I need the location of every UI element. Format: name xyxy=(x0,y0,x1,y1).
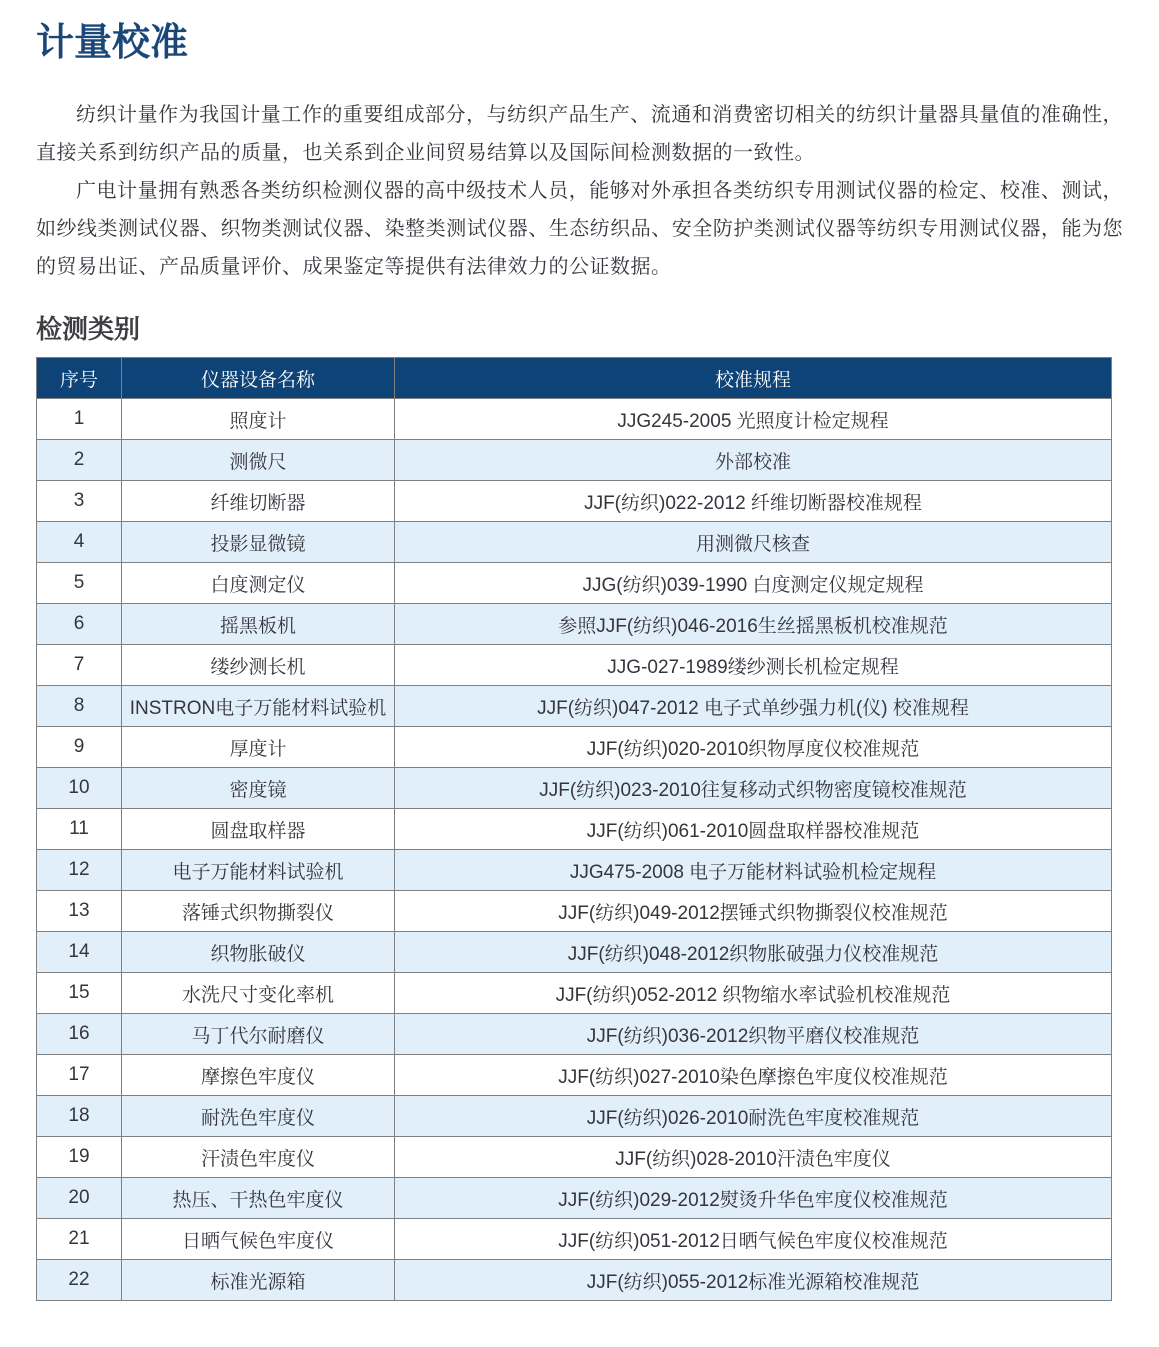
procedure-cell: JJF(纺织)049-2012摆锤式织物撕裂仪校准规范 xyxy=(395,891,1112,932)
device-name-cell: 照度计 xyxy=(122,399,395,440)
procedure-cell: JJG-027-1989缕纱测长机检定规程 xyxy=(395,645,1112,686)
device-name-cell: 白度测定仪 xyxy=(122,563,395,604)
header-cell-index: 序号 xyxy=(37,358,122,399)
row-number-cell: 4 xyxy=(37,522,122,563)
procedure-cell: JJF(纺织)051-2012日晒气候色牢度仪校准规范 xyxy=(395,1219,1112,1260)
header-cell-device: 仪器设备名称 xyxy=(122,358,395,399)
table-body xyxy=(37,399,1112,1301)
procedure-cell: JJF(纺织)026-2010耐洗色牢度校准规范 xyxy=(395,1096,1112,1137)
table-row xyxy=(37,440,1112,481)
row-number-cell: 22 xyxy=(37,1260,122,1301)
table-row xyxy=(37,1055,1112,1096)
procedure-cell: JJF(纺织)055-2012标准光源箱校准规范 xyxy=(395,1260,1112,1301)
procedure-cell: JJF(纺织)052-2012 织物缩水率试验机校准规范 xyxy=(395,973,1112,1014)
table-row xyxy=(37,1014,1112,1055)
device-name-cell: 缕纱测长机 xyxy=(122,645,395,686)
device-name-cell: 日晒气候色牢度仪 xyxy=(122,1219,395,1260)
procedure-cell: JJF(纺织)061-2010圆盘取样器校准规范 xyxy=(395,809,1112,850)
device-name-cell: 纤维切断器 xyxy=(122,481,395,522)
table-row xyxy=(37,563,1112,604)
table-row xyxy=(37,481,1112,522)
intro-section xyxy=(36,96,1123,286)
device-name-cell: INSTRON电子万能材料试验机 xyxy=(122,686,395,727)
device-name-cell: 汗渍色牢度仪 xyxy=(122,1137,395,1178)
row-number-cell: 20 xyxy=(37,1178,122,1219)
section-heading: 检测类别 xyxy=(36,314,141,344)
calibration-table xyxy=(36,357,1112,1301)
table-row xyxy=(37,891,1112,932)
table-row xyxy=(37,809,1112,850)
device-name-cell: 密度镜 xyxy=(122,768,395,809)
device-name-cell: 厚度计 xyxy=(122,727,395,768)
procedure-cell: JJF(纺织)029-2012熨烫升华色牢度仪校准规范 xyxy=(395,1178,1112,1219)
row-number-cell: 8 xyxy=(37,686,122,727)
procedure-cell: JJF(纺织)022-2012 纤维切断器校准规程 xyxy=(395,481,1112,522)
device-name-cell: 电子万能材料试验机 xyxy=(122,850,395,891)
page-title: 计量校准 xyxy=(36,22,189,64)
table-row xyxy=(37,850,1112,891)
device-name-cell: 马丁代尔耐磨仪 xyxy=(122,1014,395,1055)
row-number-cell: 13 xyxy=(37,891,122,932)
table-header-row xyxy=(37,358,1112,399)
table-row xyxy=(37,522,1112,563)
row-number-cell: 10 xyxy=(37,768,122,809)
device-name-cell: 织物胀破仪 xyxy=(122,932,395,973)
row-number-cell: 5 xyxy=(37,563,122,604)
intro-paragraph-1: 纺织计量作为我国计量工作的重要组成部分，与纺织产品生产、流通和消费密切相关的纺织计量器具量值的准确性，直接关系到纺织产品的质量，也关系到企业间贸易结算以及国际间检测数据的一致性。 xyxy=(36,104,1123,164)
procedure-cell: JJG475-2008 电子万能材料试验机检定规程 xyxy=(395,850,1112,891)
procedure-cell: JJF(纺织)047-2012 电子式单纱强力机(仪) 校准规程 xyxy=(395,686,1112,727)
row-number-cell: 19 xyxy=(37,1137,122,1178)
table-row xyxy=(37,399,1112,440)
header-cell-procedure: 校准规程 xyxy=(395,358,1112,399)
row-number-cell: 6 xyxy=(37,604,122,645)
row-number-cell: 1 xyxy=(37,399,122,440)
device-name-cell: 耐洗色牢度仪 xyxy=(122,1096,395,1137)
row-number-cell: 12 xyxy=(37,850,122,891)
row-number-cell: 14 xyxy=(37,932,122,973)
procedure-cell: JJG245-2005 光照度计检定规程 xyxy=(395,399,1112,440)
procedure-cell: JJF(纺织)020-2010织物厚度仪校准规范 xyxy=(395,727,1112,768)
device-name-cell: 标准光源箱 xyxy=(122,1260,395,1301)
procedure-cell: JJF(纺织)036-2012织物平磨仪校准规范 xyxy=(395,1014,1112,1055)
device-name-cell: 圆盘取样器 xyxy=(122,809,395,850)
table-row xyxy=(37,727,1112,768)
procedure-cell: JJF(纺织)023-2010往复移动式织物密度镜校准规范 xyxy=(395,768,1112,809)
table-row xyxy=(37,932,1112,973)
procedure-cell: JJF(纺织)028-2010汗渍色牢度仪 xyxy=(395,1137,1112,1178)
procedure-cell: 参照JJF(纺织)046-2016生丝摇黑板机校准规范 xyxy=(395,604,1112,645)
row-number-cell: 18 xyxy=(37,1096,122,1137)
device-name-cell: 投影显微镜 xyxy=(122,522,395,563)
table-row xyxy=(37,686,1112,727)
device-name-cell: 摩擦色牢度仪 xyxy=(122,1055,395,1096)
table-row xyxy=(37,1096,1112,1137)
row-number-cell: 11 xyxy=(37,809,122,850)
row-number-cell: 9 xyxy=(37,727,122,768)
row-number-cell: 21 xyxy=(37,1219,122,1260)
table-row xyxy=(37,1137,1112,1178)
procedure-cell: JJF(纺织)048-2012织物胀破强力仪校准规范 xyxy=(395,932,1112,973)
device-name-cell: 水洗尺寸变化率机 xyxy=(122,973,395,1014)
table-row xyxy=(37,1260,1112,1301)
intro-paragraph-2: 广电计量拥有熟悉各类纺织检测仪器的高中级技术人员，能够对外承担各类纺织专用测试仪器的检定、校准、测试，如纱线类测试仪器、织物类测试仪器、染整类测试仪器、生态纺织品、安全防护类测试仪器等纺织专用测试仪器，能为您的贸易出证、产品质量评价、成果鉴定等提供有法律效力的公证数据。 xyxy=(36,180,1123,278)
table-row xyxy=(37,1178,1112,1219)
row-number-cell: 15 xyxy=(37,973,122,1014)
device-name-cell: 热压、干热色牢度仪 xyxy=(122,1178,395,1219)
device-name-cell: 摇黑板机 xyxy=(122,604,395,645)
row-number-cell: 3 xyxy=(37,481,122,522)
row-number-cell: 16 xyxy=(37,1014,122,1055)
procedure-cell: 用测微尺核查 xyxy=(395,522,1112,563)
procedure-cell: JJG(纺织)039-1990 白度测定仪规定规程 xyxy=(395,563,1112,604)
table-row xyxy=(37,1219,1112,1260)
table-row xyxy=(37,768,1112,809)
device-name-cell: 落锤式织物撕裂仪 xyxy=(122,891,395,932)
row-number-cell: 7 xyxy=(37,645,122,686)
table-row xyxy=(37,604,1112,645)
procedure-cell: JJF(纺织)027-2010染色摩擦色牢度仪校准规范 xyxy=(395,1055,1112,1096)
procedure-cell: 外部校准 xyxy=(395,440,1112,481)
table-row xyxy=(37,645,1112,686)
device-name-cell: 测微尺 xyxy=(122,440,395,481)
row-number-cell: 2 xyxy=(37,440,122,481)
table-row xyxy=(37,973,1112,1014)
row-number-cell: 17 xyxy=(37,1055,122,1096)
